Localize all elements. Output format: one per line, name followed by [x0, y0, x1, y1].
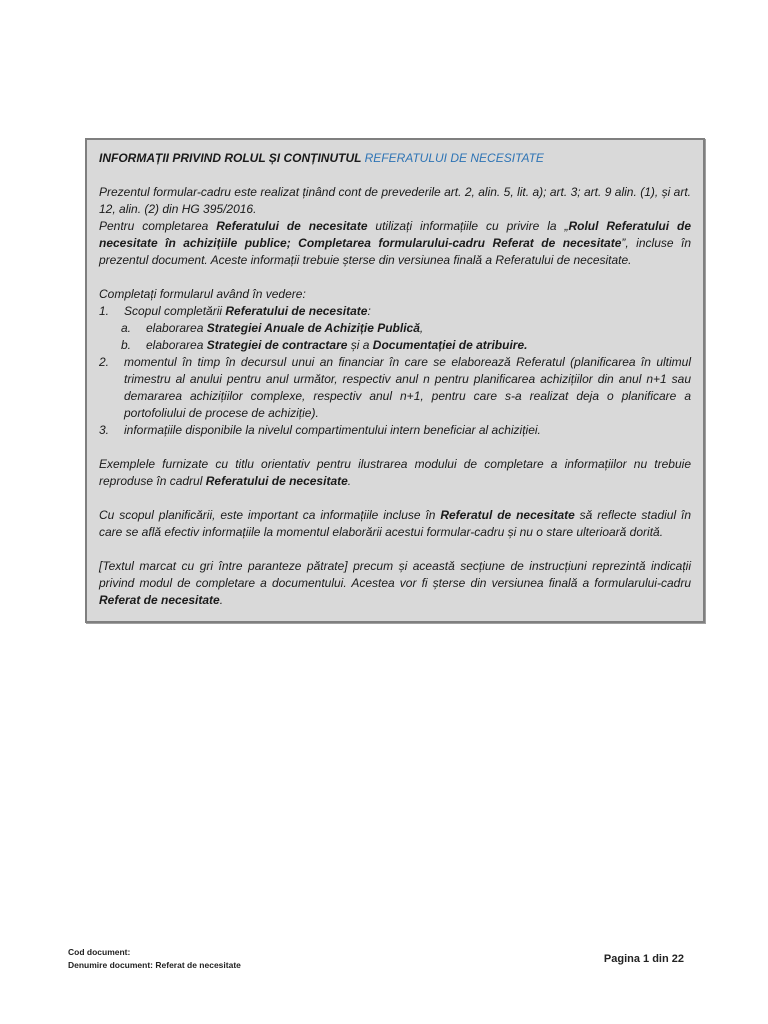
- paragraph-gray-text: [Textul marcat cu gri între paranteze pătrate] precum și această secțiune de instrucțiuni reprezintă indicații privind modul de completare a documentului. Acestea vor fi șterse din versiunea finală a formularului-cadru Referat de necesitate.: [99, 559, 691, 607]
- paragraph-legal-basis: Prezentul formular-cadru este realizat ținând cont de prevederile art. 2, alin. 5, lit. a); art. 3; art. 9 alin. (1), și art. 12, alin. (2) din HG 395/2016.: [99, 185, 691, 216]
- sub-list-item: b. elaborarea Strategiei de contractare și a Documentației de atribuire.: [121, 338, 528, 352]
- list-item: 2. momentul în timp în decursul unui an financiar în care se elaborează Referatul (planificarea în ultimul trimestru al anului pentru anul următor, respectiv anul n pentru planificarea achizițiilor din anul n+1 sau demararea achizițiilor complexe, respectiv anul n+1, pentru care s-a realizat deja o planificare a portofoliului de procese de achiziție).: [99, 355, 691, 420]
- title-highlight: REFERATULUI DE NECESITATE: [364, 151, 544, 165]
- paragraph-examples: Exemplele furnizate cu titlu orientativ pentru ilustrarea modului de completare a informațiilor nu trebuie reproduse în cadrul Referatului de necesitate.: [99, 457, 691, 488]
- list-intro: Completați formularul având în vedere:: [99, 287, 306, 301]
- numbered-list: [99, 303, 691, 439]
- paragraph-planning: Cu scopul planificării, este important ca informațiile incluse în Referatul de necesitate să reflecte stadiul în care se află efectiv informațiile la momentul elaborării acestui formular-cadru și nu o stare ulterioară dorită.: [99, 508, 692, 539]
- list-item: 1. Scopul completării Referatului de necesitate:: [99, 304, 371, 318]
- list-item: 3. informațiile disponibile la nivelul compartimentului intern beneficiar al achiziției.: [99, 423, 541, 437]
- footer-denumire: Denumire document: Referat de necesitate: [68, 960, 241, 970]
- paragraph-completion: Pentru completarea Referatului de necesitate utilizați informațiile cu privire la „Rolul Referatului de necesitate în achizițiile publice; Completarea formularului-cadru Referat de necesitate”, incluse în prezentul document. Aceste informații trebuie șterse din versiunea finală a Referatului de necesitate.: [99, 219, 692, 267]
- sub-list-item: a. elaborarea Strategiei Anuale de Achiziție Publică,: [121, 321, 424, 335]
- instructions-title: INFORMAȚII PRIVIND ROLUL ȘI CONȚINUTUL REFERATULUI DE NECESITATE: [99, 151, 544, 165]
- page-number: Pagina 1 din 22: [603, 953, 684, 965]
- instructions-box: [85, 138, 705, 623]
- footer-document-info: [68, 946, 241, 972]
- footer-cod: Cod document:: [68, 947, 131, 957]
